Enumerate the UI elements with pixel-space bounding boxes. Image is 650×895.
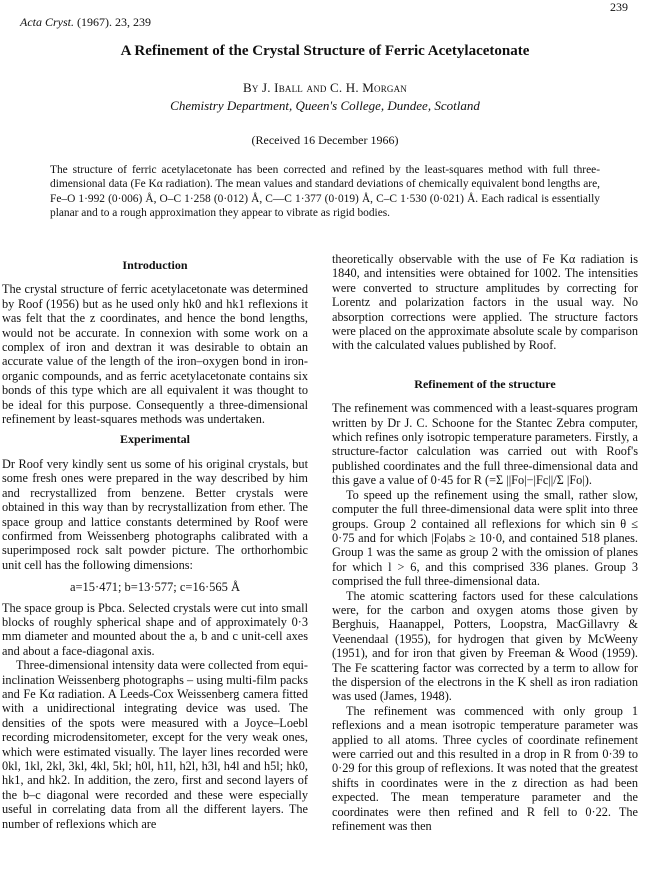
right-column	[332, 252, 638, 833]
experimental-text-2: The space group is Pbca. Selected crystals were cut into small blocks of roughly spherical shape and of approximately 0·3 mm diameter and mounted about the a, b and c unit-cell axes and about a face-diagonal axis.	[2, 600, 308, 658]
refinement-paragraph-2: To speed up the refinement using the small, rather slow, computer the full three-dimensional data were split into three groups. Group 2 contained all reflexions for which sin θ ≤ 0·75 and for which |Fo|abs ≥ 10·0, and contained 518 planes. Group 1 was the same as group 2 with the omission of planes for which l > 6, and this comprised 336 planes. Group 3 comprised the full three-dimensional data.	[332, 487, 638, 589]
paper-title: A Refinement of the Crystal Structure of Ferric Acetylacetonate	[120, 43, 530, 59]
experimental-heading: Experimental	[120, 432, 190, 447]
paper-affiliation: Chemistry Department, Queen's College, Dundee, Scotland	[170, 98, 480, 113]
experimental-text: Dr Roof very kindly sent us some of his original crystals, but some fresh ones were prepared in the way described by him and recrystallized from benzene. Better crystals were obtained in this way than by recrystallization from ether. The space group and lattice constants determined by Roof were confirmed from Weissenberg photographs calibrated with a superimposed rock salt powder picture. The orthorhombic unit cell has the following dimensions:	[2, 456, 308, 572]
refinement-paragraph-4: The refinement was commenced with only group 1 reflexions and a mean isotropic temperature parameter was applied to all atoms. Three cycles of coordinate refinement were carried out and this resulted in a drop in R from 0·39 to 0·29 for this group of reflexions. It was noted that the greatest shifts in coordinates were in the z direction as had been expected. The mean temperature parameter and the coordinates were then refined and R fell to 0·22. The refinement was then	[332, 703, 638, 834]
unit-cell-dimensions: a=15·471; b=13·577; c=16·565 Å	[69, 580, 241, 595]
left-column	[2, 252, 308, 831]
received-date: (Received 16 December 1966)	[251, 133, 399, 147]
introduction-text: The crystal structure of ferric acetylacetonate was determined by Roof (1956) but as he used only hk0 and hk1 reflexions it was felt that the z coordinates, and hence the bond lengths, would not be accurate. In connexion with some work on a complex of iron and dextran it was desirable to obtain an accurate value of the length of the iron–oxygen bond in iron-organic compounds, and as ferric acetylacetonate contains six bonds of this type which are all equivalent it was thought to be ideal for this purpose. Consequently a three-dimensional refinement by least-squares methods was undertaken.	[2, 282, 308, 427]
refinement-paragraph-3: The atomic scattering factors used for these calculations were, for the carbon and oxygen atoms those given by Berghuis, Haanappel, Potters, Loopstra, MacGillavry & Veenendaal (1955), for hydrogen that given by McWeeny (1951), and for iron that given by Freeman & Wood (1959). The Fe scattering factor was corrected by a term to allow for the dispersion of the electrons in the K shell as iron radiation was used (James, 1948).	[332, 588, 638, 704]
citation-details: (1967). 23, 239	[74, 15, 151, 29]
refinement-heading: Refinement of the structure	[414, 376, 556, 391]
page-number: 239	[610, 0, 628, 14]
experimental-text-3: Three-dimensional intensity data were collected from equi-inclination Weissenberg photographs – using multi-film packs and Fe Kα radiation. A Leeds-Cox Weissenberg camera fitted with a unidirectional integrating device was used. The densities of the spots were measured with a Joyce–Loebl recording microdensitometer, except for the very weak ones, which were estimated visually. The layer lines recorded were 0kl, 1kl, 2kl, 3kl, 4kl, 5kl; h0l, h1l, h2l, h3l, h4l and h5l; hk0, hk1, and hk2. In addition, the zero, first and second layers of the b–c diagonal were recorded and these were especially useful in correlating data from all the different layers. The number of reflexions which are	[2, 658, 308, 831]
journal-citation	[20, 15, 151, 30]
introduction-heading: Introduction	[122, 258, 188, 272]
refinement-paragraph-1: The refinement was commenced with a least-squares program written by Dr J. C. Schoone for the Stantec Zebra computer, which refines only isotropic temperature parameters. Firstly, a structure-factor calculation was carried out with Roof's published coordinates and the full three-dimensional data and this gave a value of 0·45 for R (=Σ ||Fo|−|Fc||/Σ |Fo|).	[332, 401, 638, 488]
journal-name: Acta Cryst.	[20, 15, 74, 29]
continued-text: theoretically observable with the use of Fe Kα radiation is 1840, and intensities were obtained for 1002. The intensities were converted to structure amplitudes by correcting for Lorentz and polarization factors in the usual way. No absorption corrections were applied. The structure factors were placed on the approximate absolute scale by comparison with the calculated values published by Roof.	[332, 252, 638, 353]
abstract: The structure of ferric acetylacetonate has been corrected and refined by the least-squares method with full three-dimensional data (Fe Kα radiation). The mean values and standard deviations of chemically equivalent bond lengths are, Fe–O 1·992 (0·006) Å, O–C 1·258 (0·012) Å, C—C 1·377 (0·019) Å, C–C 1·530 (0·021) Å. Each radical is essentially planar and to a rough approximation they appear to vibrate as rigid bodies.	[50, 164, 600, 219]
paper-authors: By J. Iball and C. H. Morgan	[242, 80, 408, 95]
